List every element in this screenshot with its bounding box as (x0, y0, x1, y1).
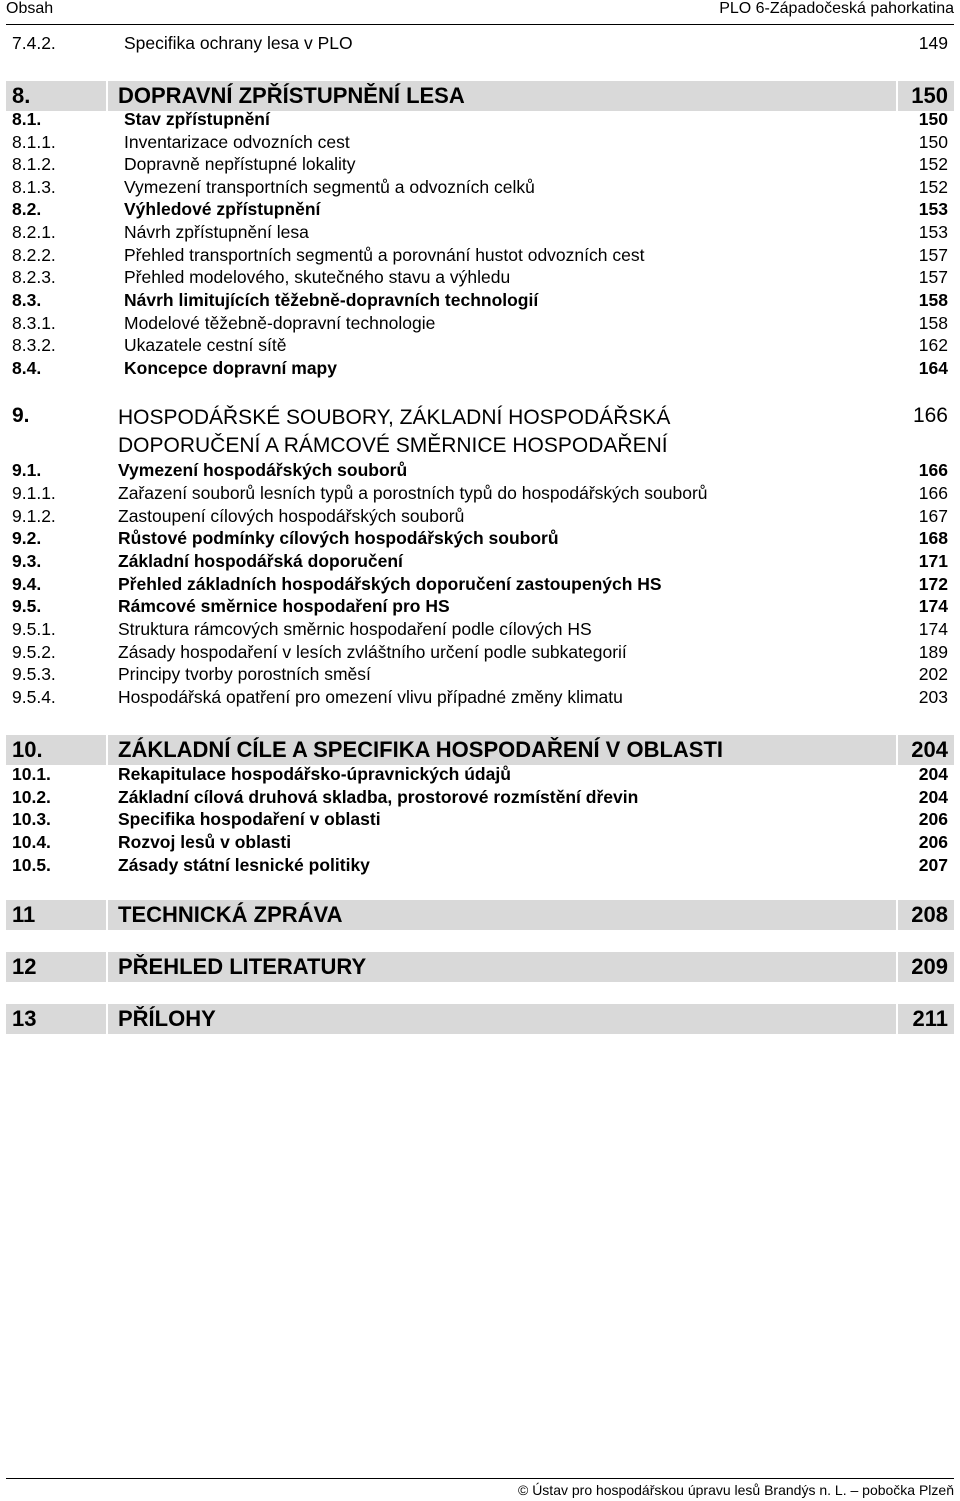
toc-entry[interactable]: 8.3.1. Modelové těžebně-dopravní technologie 158 (12, 313, 948, 333)
toc-entry[interactable]: 9.5.1. Struktura rámcových směrnic hospodaření podle cílových HS 174 (12, 619, 948, 639)
toc-entry[interactable]: 8.3. Návrh limitujících těžebně-dopravních technologií 158 (12, 290, 948, 310)
toc-entry[interactable]: 8.1.3. Vymezení transportních segmentů a odvozních celků 152 (12, 177, 948, 197)
toc-entry[interactable]: 9.5.3. Principy tvorby porostních směsí 202 (12, 664, 948, 684)
toc-entry[interactable]: 8.2. Výhledové zpřístupnění 153 (12, 199, 948, 219)
toc-entry[interactable]: 9.4. Přehled základních hospodářských doporučení zastoupených HS 172 (12, 574, 948, 594)
toc-entry[interactable]: 7.4.2. Specifika ochrany lesa v PLO 149 (12, 33, 948, 53)
page-header (6, 0, 954, 25)
toc-entry[interactable]: 10.2. Základní cílová druhová skladba, prostorové rozmístění dřevin 204 (12, 787, 948, 807)
toc-entry[interactable]: 9.1. Vymezení hospodářských souborů 166 (12, 460, 948, 480)
toc-chapter-12[interactable]: 12 PŘEHLED LITERATURY 209 (6, 952, 954, 982)
toc-chapter-8[interactable]: 8. DOPRAVNÍ ZPŘÍSTUPNĚNÍ LESA 150 (6, 81, 954, 111)
toc-entry[interactable]: 9.5. Rámcové směrnice hospodaření pro HS 174 (12, 596, 948, 616)
toc-chapter-10[interactable]: 10. ZÁKLADNÍ CÍLE A SPECIFIKA HOSPODAŘENÍ V OBLASTI 204 (6, 735, 954, 765)
toc-entry[interactable]: 9.1.2. Zastoupení cílových hospodářských souborů 167 (12, 506, 948, 526)
toc-entry[interactable]: 9.2. Růstové podmínky cílových hospodářských souborů 168 (12, 528, 948, 548)
toc-entry[interactable]: 10.4. Rozvoj lesů v oblasti 206 (12, 832, 948, 852)
toc-entry[interactable]: 8.3.2. Ukazatele cestní sítě 162 (12, 335, 948, 355)
toc-entry[interactable]: 10.3. Specifika hospodaření v oblasti 206 (12, 809, 948, 829)
toc-entry[interactable]: 8.1. Stav zpřístupnění 150 (12, 109, 948, 129)
toc-entry[interactable]: 8.1.1. Inventarizace odvozních cest 150 (12, 132, 948, 152)
header-right: PLO 6-Západočeská pahorkatina (719, 0, 954, 17)
toc-entry[interactable]: 8.1.2. Dopravně nepřístupné lokality 152 (12, 154, 948, 174)
toc-chapter-13[interactable]: 13 PŘÍLOHY 211 (6, 1004, 954, 1034)
header-left: Obsah (6, 0, 54, 17)
toc-chapter-11[interactable]: 11 TECHNICKÁ ZPRÁVA 208 (6, 900, 954, 930)
toc-entry[interactable]: 9.3. Základní hospodářská doporučení 171 (12, 551, 948, 571)
toc-entry[interactable]: 8.4. Koncepce dopravní mapy 164 (12, 358, 948, 378)
footer-text: © Ústav pro hospodářskou úpravu lesů Brandýs n. L. – pobočka Plzeň (517, 1482, 954, 1498)
toc-entry[interactable]: 9.1.1. Zařazení souborů lesních typů a porostních typů do hospodářských souborů 166 (12, 483, 948, 503)
toc-entry[interactable]: 10.1. Rekapitulace hospodářsko-úpravnických údajů 204 (12, 764, 948, 784)
toc-entry[interactable]: 9.5.4. Hospodářská opatření pro omezení vlivu případné změny klimatu 203 (12, 687, 948, 707)
toc-entry[interactable]: 8.2.3. Přehled modelového, skutečného stavu a výhledu 157 (12, 267, 948, 287)
toc-entry[interactable]: 9.5.2. Zásady hospodaření v lesích zvláštního určení podle subkategorií 189 (12, 642, 948, 662)
toc-entry[interactable]: 8.2.1. Návrh zpřístupnění lesa 153 (12, 222, 948, 242)
page-footer (6, 1478, 954, 1501)
toc-entry[interactable]: 8.2.2. Přehled transportních segmentů a porovnání hustot odvozních cest 157 (12, 245, 948, 265)
toc-entry[interactable]: 10.5. Zásady státní lesnické politiky 207 (12, 855, 948, 875)
